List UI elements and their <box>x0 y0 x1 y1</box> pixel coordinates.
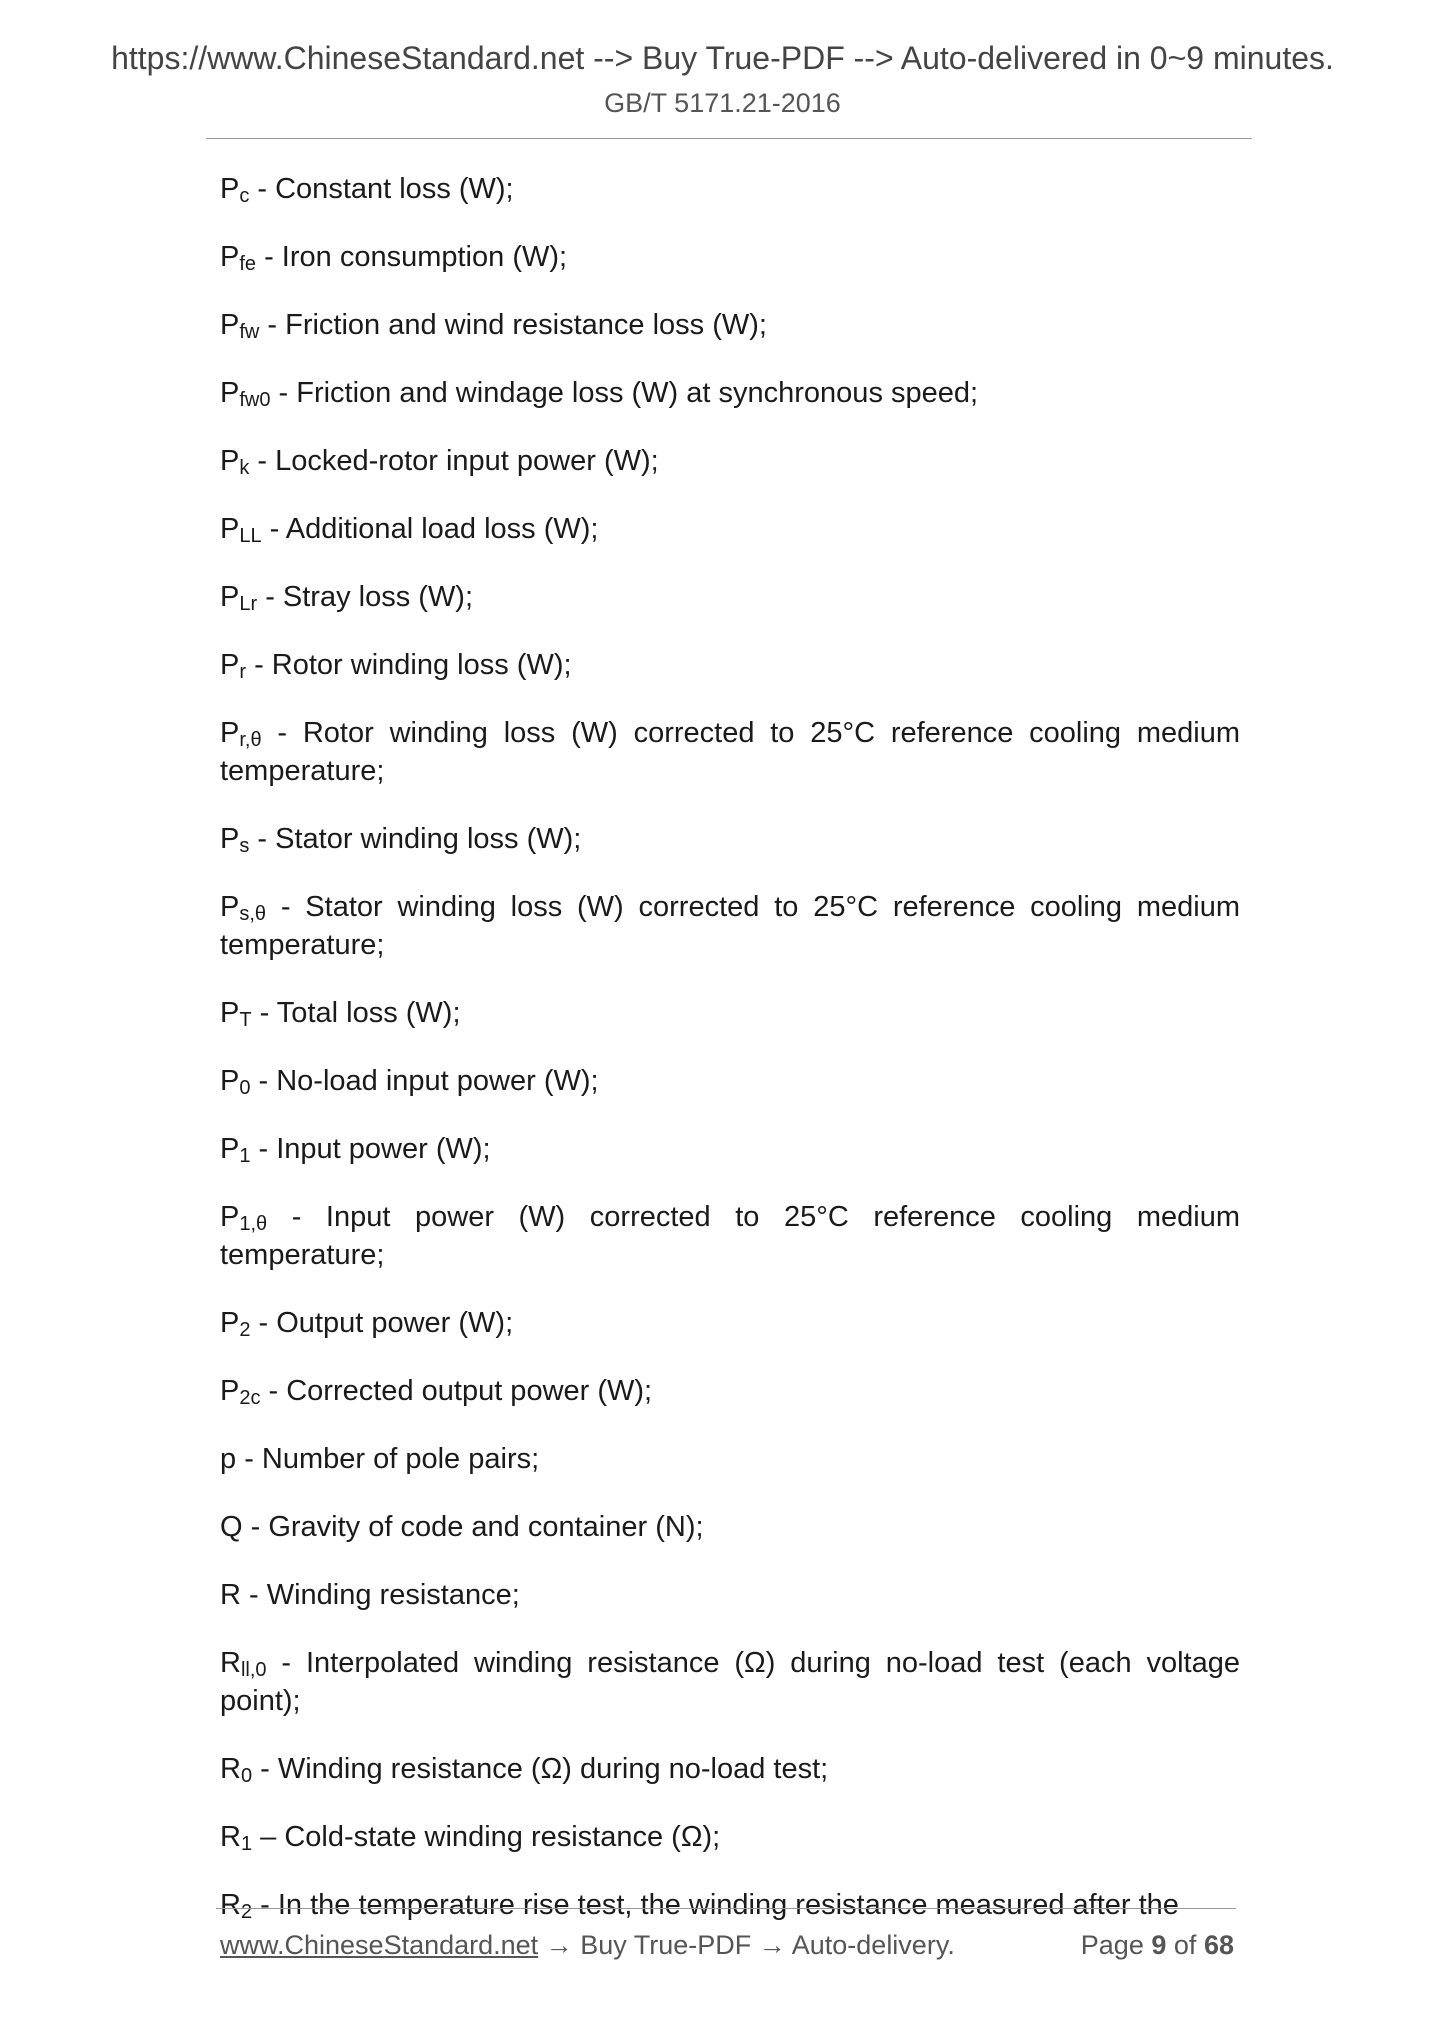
symbol-base: P <box>220 1201 240 1233</box>
symbol-base: P <box>220 1133 240 1165</box>
symbol-subscript: Lr <box>239 593 258 615</box>
symbol-definition-list <box>220 170 1240 1954</box>
symbol <box>220 1307 250 1339</box>
symbol <box>220 1647 267 1679</box>
symbol-base: P <box>220 1375 240 1407</box>
definition-entry <box>220 1508 1240 1546</box>
symbol-base: R <box>220 1753 241 1785</box>
symbol <box>220 1889 252 1921</box>
symbol <box>220 1511 243 1543</box>
definition-entry <box>220 374 1240 412</box>
symbol <box>220 241 256 273</box>
symbol <box>220 309 259 341</box>
header-banner: https://www.ChineseStandard.net --> Buy True-PDF --> Auto-delivered in 0~9 minutes. <box>111 40 1334 76</box>
definition-entry <box>220 1750 1240 1788</box>
symbol-base: R <box>220 1821 241 1853</box>
definition-entry <box>220 994 1240 1032</box>
symbol-subscript: s <box>239 835 250 857</box>
definition-text: - Stator winding loss (W); <box>249 823 582 855</box>
symbol-subscript: 2 <box>239 1319 251 1341</box>
symbol <box>220 1375 260 1407</box>
definition-entry <box>220 1372 1240 1410</box>
symbol <box>220 173 249 205</box>
symbol <box>220 649 246 681</box>
symbol <box>220 1443 236 1475</box>
symbol-subscript: ll,0 <box>240 1659 267 1681</box>
symbol-base: P <box>220 513 240 545</box>
symbol-base: P <box>220 823 240 855</box>
definition-text: - Output power (W); <box>250 1307 514 1339</box>
symbol-base: P <box>220 173 240 205</box>
definition-text: - Total loss (W); <box>251 997 461 1029</box>
definition-entry <box>220 714 1240 790</box>
definition-text: – Cold-state winding resistance (Ω); <box>252 1821 721 1853</box>
symbol-base: P <box>220 891 240 923</box>
page-number: 9 <box>1151 1930 1167 1960</box>
header-divider <box>206 138 1252 139</box>
definition-entry <box>220 1886 1240 1924</box>
definition-text: - Rotor winding loss (W); <box>246 649 572 681</box>
symbol <box>220 1579 241 1611</box>
symbol <box>220 717 262 749</box>
definition-entry <box>220 1062 1240 1100</box>
definition-entry <box>220 820 1240 858</box>
definition-entry <box>220 1576 1240 1614</box>
definition-text: - Winding resistance (Ω) during no-load test; <box>252 1753 829 1785</box>
symbol-subscript: T <box>239 1009 252 1031</box>
symbol-base: P <box>220 649 240 681</box>
symbol <box>220 1065 250 1097</box>
definition-text: - Stray loss (W); <box>257 581 474 613</box>
definition-text: - Gravity of code and container (N); <box>242 1511 704 1543</box>
of-label: of <box>1173 1930 1197 1960</box>
definition-text: - Locked-rotor input power (W); <box>249 445 659 477</box>
definition-entry <box>220 888 1240 964</box>
symbol-subscript: 1 <box>240 1833 253 1855</box>
symbol <box>220 997 252 1029</box>
definition-entry <box>220 1644 1240 1720</box>
symbol-subscript: s,θ <box>239 903 267 925</box>
definition-text: - Input power (W) corrected to 25°C reference cooling medium temperature; <box>220 1201 1240 1271</box>
symbol-subscript: 0 <box>240 1765 253 1787</box>
symbol-subscript: 0 <box>239 1077 251 1099</box>
symbol-base: P <box>220 445 240 477</box>
definition-text: - Corrected output power (W); <box>260 1375 653 1407</box>
definition-text: - Input power (W); <box>250 1133 491 1165</box>
symbol-base: R <box>220 1579 241 1611</box>
definition-entry <box>220 1440 1240 1478</box>
symbol <box>220 445 249 477</box>
definition-entry <box>220 170 1240 208</box>
definition-entry <box>220 646 1240 684</box>
definition-text: - Iron consumption (W); <box>256 241 568 273</box>
definition-text: - Constant loss (W); <box>249 173 514 205</box>
definition-entry <box>220 1818 1240 1856</box>
symbol-subscript: LL <box>239 525 262 547</box>
definition-text: - Friction and windage loss (W) at synchronous speed; <box>270 377 979 409</box>
symbol-subscript: r,θ <box>239 729 262 751</box>
definition-entry <box>220 306 1240 344</box>
definition-text: - In the temperature rise test, the winding resistance measured after the <box>252 1889 1179 1921</box>
symbol-base: P <box>220 1307 240 1339</box>
definition-entry <box>220 1304 1240 1342</box>
definition-text: - Additional load loss (W); <box>261 513 599 545</box>
symbol-base: P <box>220 717 240 749</box>
page-label: Page <box>1080 1930 1144 1960</box>
footer-site-link[interactable]: www.ChineseStandard.net <box>220 1930 539 1960</box>
definition-entry <box>220 442 1240 480</box>
definition-entry <box>220 1198 1240 1274</box>
symbol-subscript: 2 <box>240 1901 253 1923</box>
symbol-subscript: r <box>239 661 247 683</box>
definition-text: - Interpolated winding resistance (Ω) during no-load test (each voltage point); <box>220 1647 1240 1717</box>
symbol-subscript: fw0 <box>239 389 271 411</box>
symbol <box>220 891 266 923</box>
symbol-base: P <box>220 581 240 613</box>
symbol <box>220 823 249 855</box>
symbol-base: p <box>220 1443 237 1475</box>
definition-entry <box>220 510 1240 548</box>
symbol-subscript: fw <box>239 321 260 343</box>
symbol-base: R <box>220 1889 241 1921</box>
footer-divider <box>216 1908 1236 1909</box>
definition-entry <box>220 1130 1240 1168</box>
definition-text: - Stator winding loss (W) corrected to 25°C reference cooling medium temperature; <box>220 891 1240 961</box>
symbol <box>220 513 262 545</box>
symbol <box>220 1201 267 1233</box>
symbol <box>220 1133 250 1165</box>
symbol <box>220 1821 252 1853</box>
symbol-subscript: k <box>239 457 250 479</box>
definition-entry <box>220 238 1240 276</box>
definition-text: - Winding resistance; <box>240 1579 520 1611</box>
symbol-subscript: fe <box>239 253 257 275</box>
symbol-base: P <box>220 997 240 1029</box>
symbol-base: Q <box>220 1511 243 1543</box>
definition-text: - No-load input power (W); <box>250 1065 599 1097</box>
symbol-base: P <box>220 241 240 273</box>
symbol-subscript: 2c <box>239 1387 261 1409</box>
definition-text: - Rotor winding loss (W) corrected to 25°C reference cooling medium temperature; <box>220 717 1240 787</box>
definition-text: - Number of pole pairs; <box>236 1443 540 1475</box>
symbol-subscript: 1,θ <box>239 1213 268 1235</box>
symbol-base: P <box>220 377 240 409</box>
symbol <box>220 1753 252 1785</box>
page-indicator <box>1081 1930 1234 1961</box>
symbol-base: R <box>220 1647 241 1679</box>
symbol-base: P <box>220 309 240 341</box>
definition-text: - Friction and wind resistance loss (W); <box>259 309 767 341</box>
symbol-subscript: c <box>239 185 250 207</box>
symbol-base: P <box>220 1065 240 1097</box>
standard-code: GB/T 5171.21-2016 <box>604 88 841 118</box>
symbol <box>220 377 270 409</box>
definition-entry <box>220 578 1240 616</box>
total-pages: 68 <box>1203 1930 1234 1960</box>
footer-tagline: → Buy True-PDF → Auto-delivery. <box>538 1930 955 1960</box>
symbol-subscript: 1 <box>239 1145 251 1167</box>
symbol <box>220 581 257 613</box>
